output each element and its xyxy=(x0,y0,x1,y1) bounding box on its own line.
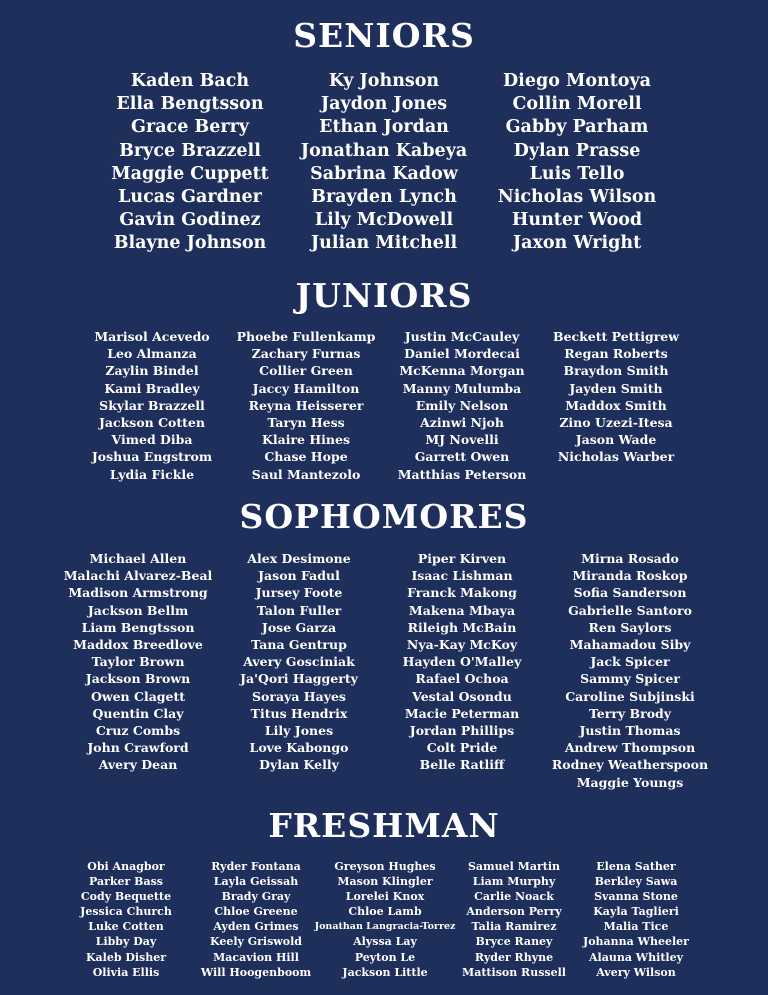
student-name: Braydon Smith xyxy=(563,363,669,379)
student-name: Johanna Wheeler xyxy=(583,935,689,949)
student-name: Titus Hendrix xyxy=(250,705,348,721)
student-name: Lorelei Knox xyxy=(345,890,425,904)
freshman-column-2 xyxy=(196,859,316,980)
student-name: Terry Brody xyxy=(588,705,672,721)
student-name: Nicholas Wilson xyxy=(497,187,657,208)
student-name: Luke Cotten xyxy=(88,920,164,934)
student-name: Maggie Cuppett xyxy=(111,163,269,184)
student-name: Justin Thomas xyxy=(579,723,681,739)
student-name: Sofia Sanderson xyxy=(573,585,687,601)
student-name: Cruz Combs xyxy=(95,723,181,739)
student-name: Joshua Engstrom xyxy=(91,449,213,465)
student-name: Ren Saylors xyxy=(588,619,672,635)
student-name: Keely Griswold xyxy=(210,935,302,949)
student-name: Macie Peterman xyxy=(404,705,520,721)
student-name: Carlie Noack xyxy=(474,890,554,904)
student-name: Kaleb Disher xyxy=(85,950,167,964)
student-name: Mattison Russell xyxy=(462,965,566,979)
student-name: Soraya Hayes xyxy=(252,688,346,704)
sophomores-column-3 xyxy=(388,550,536,774)
freshman-column-4 xyxy=(456,859,572,980)
student-name: Taylor Brown xyxy=(91,654,185,670)
student-name: Maddox Breedlove xyxy=(73,637,203,653)
student-name: Lily McDowell xyxy=(314,210,454,231)
student-name: Julian Mitchell xyxy=(310,233,458,254)
student-name: Tana Gentrup xyxy=(251,637,347,653)
student-name: Collier Green xyxy=(259,363,353,379)
student-name: Jack Spicer xyxy=(590,654,670,670)
student-name: Brady Gray xyxy=(221,890,291,904)
student-name: Gabrielle Santoro xyxy=(568,602,692,618)
student-name: Leo Almanza xyxy=(107,346,197,362)
freshman-column-1 xyxy=(70,859,182,980)
student-name: Ja'Qori Haggerty xyxy=(240,671,358,687)
student-name: Hunter Wood xyxy=(511,210,643,231)
student-name: Jursey Foote xyxy=(255,585,343,601)
sophomores-heading: SOPHOMORES xyxy=(239,497,529,536)
freshman-column-3 xyxy=(305,859,465,980)
student-name: Makena Mbaya xyxy=(408,602,516,618)
juniors-column-4 xyxy=(540,328,692,466)
student-name: Jessica Church xyxy=(80,905,172,919)
student-name: Sammy Spicer xyxy=(580,671,680,687)
student-name: Taryn Hess xyxy=(267,415,345,431)
student-name: Maggie Youngs xyxy=(576,774,684,790)
student-name: Piper Kirven xyxy=(417,551,507,566)
student-name: Samuel Martin xyxy=(467,860,561,873)
student-name: Jonathan Langracia-Torrez xyxy=(314,921,456,933)
student-name: Vimed Diba xyxy=(111,432,193,448)
student-name: Jackson Brown xyxy=(85,671,191,687)
student-name: Jaxon Wright xyxy=(512,233,642,254)
student-name: Macavion Hill xyxy=(213,950,299,964)
student-name: Svanna Stone xyxy=(594,890,678,904)
student-name: Ryder Rhyne xyxy=(474,950,554,964)
student-name: Will Hoogenboom xyxy=(200,965,312,979)
student-name: John Crawford xyxy=(87,740,189,756)
juniors-column-2 xyxy=(228,328,384,483)
student-name: Jason Wade xyxy=(575,432,657,448)
student-name: Emily Nelson xyxy=(415,397,509,413)
student-name: Jackson Little xyxy=(342,965,428,979)
student-name: Alex Desimone xyxy=(247,551,351,566)
student-name: Zachary Furnas xyxy=(251,346,361,362)
student-name: Vestal Osondu xyxy=(412,688,512,704)
juniors-column-3 xyxy=(388,328,536,483)
student-name: Owen Clagett xyxy=(90,688,186,704)
student-name: Jaccy Hamilton xyxy=(252,380,360,396)
student-name: Sabrina Kadow xyxy=(310,163,458,184)
student-name: Dylan Kelly xyxy=(259,757,339,773)
student-name: Skylar Brazzell xyxy=(99,397,205,413)
student-name: Justin McCauley xyxy=(404,329,520,344)
student-name: Garrett Owen xyxy=(414,449,510,465)
student-name: Berkley Sawa xyxy=(594,875,678,889)
student-name: Mason Klingler xyxy=(337,875,433,889)
student-name: Lily Jones xyxy=(264,723,334,739)
student-name: Daniel Mordecai xyxy=(404,346,520,362)
student-name: Jason Fadul xyxy=(258,568,340,584)
student-name: Ethan Jordan xyxy=(319,117,449,138)
sophomores-column-1 xyxy=(56,550,220,774)
student-name: Miranda Roskop xyxy=(572,568,688,584)
student-name: Lydia Fickle xyxy=(109,466,195,482)
student-name: Love Kabongo xyxy=(249,740,349,756)
student-name: Regan Roberts xyxy=(564,346,668,362)
student-name: Kayla Taglieri xyxy=(593,905,679,919)
sophomores-column-4 xyxy=(546,550,714,791)
student-name: Jonathan Kabeya xyxy=(300,140,468,161)
student-name: Mahamadou Siby xyxy=(569,637,691,653)
student-name: Lucas Gardner xyxy=(118,187,262,208)
student-name: Andrew Thompson xyxy=(564,740,696,756)
student-name: Libby Day xyxy=(95,935,157,949)
student-name: Ella Bengtsson xyxy=(116,94,264,115)
student-name: Manny Mulumba xyxy=(402,380,522,396)
student-name: Belle Ratliff xyxy=(419,757,505,773)
juniors-column-1 xyxy=(82,328,222,483)
student-name: Liam Bengtsson xyxy=(81,619,195,635)
student-name: Malachi Alvarez-Beal xyxy=(63,568,213,584)
student-name: Azinwi Njoh xyxy=(420,415,504,431)
student-name: Isaac Lishman xyxy=(411,568,513,584)
student-name: Ky Johnson xyxy=(328,71,440,91)
student-name: Saul Mantezolo xyxy=(251,466,361,482)
student-name: Jose Garza xyxy=(261,619,337,635)
student-name: Talon Fuller xyxy=(256,602,342,618)
student-name: Matthias Peterson xyxy=(397,466,527,482)
student-name: Jaydon Jones xyxy=(320,94,448,115)
student-name: Ayden Grimes xyxy=(213,920,299,934)
student-name: Talia Ramirez xyxy=(471,920,557,934)
student-name: Grace Berry xyxy=(131,117,249,138)
student-name: Zino Uzezi-Itesa xyxy=(559,415,673,431)
student-name: Nicholas Warber xyxy=(557,449,675,465)
student-name: Ryder Fontana xyxy=(211,860,301,873)
student-name: Olivia Ellis xyxy=(92,965,160,979)
student-name: Reyna Heisserer xyxy=(248,397,364,413)
student-name: Kami Bradley xyxy=(104,380,200,396)
student-name: Brayden Lynch xyxy=(311,187,457,208)
student-name: Madison Armstrong xyxy=(68,585,208,601)
freshman-heading: FRESHMAN xyxy=(268,806,500,845)
student-name: Diego Montoya xyxy=(503,71,651,91)
student-name: Beckett Pettigrew xyxy=(553,329,679,344)
student-name: Greyson Hughes xyxy=(334,860,436,873)
student-name: Avery Dean xyxy=(98,757,178,773)
student-name: Alyssa Lay xyxy=(353,935,417,949)
student-name: Luis Tello xyxy=(529,163,625,184)
student-name: Liam Murphy xyxy=(472,875,556,889)
student-name: Jayden Smith xyxy=(569,380,663,396)
student-name: Jackson Bellm xyxy=(87,602,189,618)
student-name: Avery Wilson xyxy=(596,965,676,979)
student-name: Jackson Cotten xyxy=(99,415,205,431)
seniors-column-3 xyxy=(482,70,672,256)
student-name: Jordan Phillips xyxy=(409,723,515,739)
student-name: Bryce Raney xyxy=(475,935,553,949)
student-name: Zaylin Bindel xyxy=(105,363,199,379)
student-name: Gabby Parham xyxy=(505,117,649,138)
student-name: Kaden Bach xyxy=(130,71,250,91)
student-name: Blayne Johnson xyxy=(113,233,267,254)
student-name: Rafael Ochoa xyxy=(415,671,509,687)
freshman-column-5 xyxy=(580,859,692,980)
student-name: Obi Anagbor xyxy=(87,860,165,873)
student-name: Klaire Hines xyxy=(262,432,350,448)
seniors-column-1 xyxy=(95,70,285,256)
student-name: Gavin Godinez xyxy=(119,210,261,231)
student-name: Colt Pride xyxy=(426,740,498,756)
student-name: MJ Novelli xyxy=(425,432,499,448)
student-name: Avery Gosciniak xyxy=(243,654,355,670)
student-name: Chloe Lamb xyxy=(348,905,422,919)
juniors-heading: JUNIORS xyxy=(295,276,473,315)
student-name: Malia Tice xyxy=(603,920,669,934)
student-name: Rodney Weatherspoon xyxy=(551,757,709,773)
student-name: Alauna Whitley xyxy=(589,950,683,964)
student-name: Franck Makong xyxy=(407,585,517,601)
student-name: Phoebe Fullenkamp xyxy=(236,329,376,344)
student-name: Chloe Greene xyxy=(214,905,298,919)
student-name: Marisol Acevedo xyxy=(94,329,210,344)
student-name: Maddox Smith xyxy=(565,397,667,413)
student-name: Cody Bequette xyxy=(80,890,172,904)
student-name: Dylan Prasse xyxy=(513,140,641,161)
student-name: Parker Bass xyxy=(89,875,163,889)
student-name: Caroline Subjinski xyxy=(565,688,695,704)
sophomores-column-2 xyxy=(228,550,370,774)
seniors-heading: SENIORS xyxy=(293,16,475,55)
student-name: Quentin Clay xyxy=(92,705,184,721)
seniors-column-2 xyxy=(283,70,485,256)
student-name: Rileigh McBain xyxy=(407,619,517,635)
student-name: Peyton Le xyxy=(354,950,416,964)
student-name: Anderson Perry xyxy=(466,905,562,919)
student-name: Collin Morell xyxy=(512,94,642,115)
student-name: Chase Hope xyxy=(264,449,348,465)
student-name: Elena Sather xyxy=(596,860,676,873)
student-name: Nya-Kay McKoy xyxy=(406,637,518,653)
student-name: Mirna Rosado xyxy=(581,551,679,566)
student-name: Hayden O'Malley xyxy=(402,654,522,670)
student-name: McKenna Morgan xyxy=(399,363,525,379)
student-name: Bryce Brazzell xyxy=(119,140,261,161)
student-name: Layla Geissah xyxy=(213,875,299,889)
student-name: Michael Allen xyxy=(89,551,187,566)
